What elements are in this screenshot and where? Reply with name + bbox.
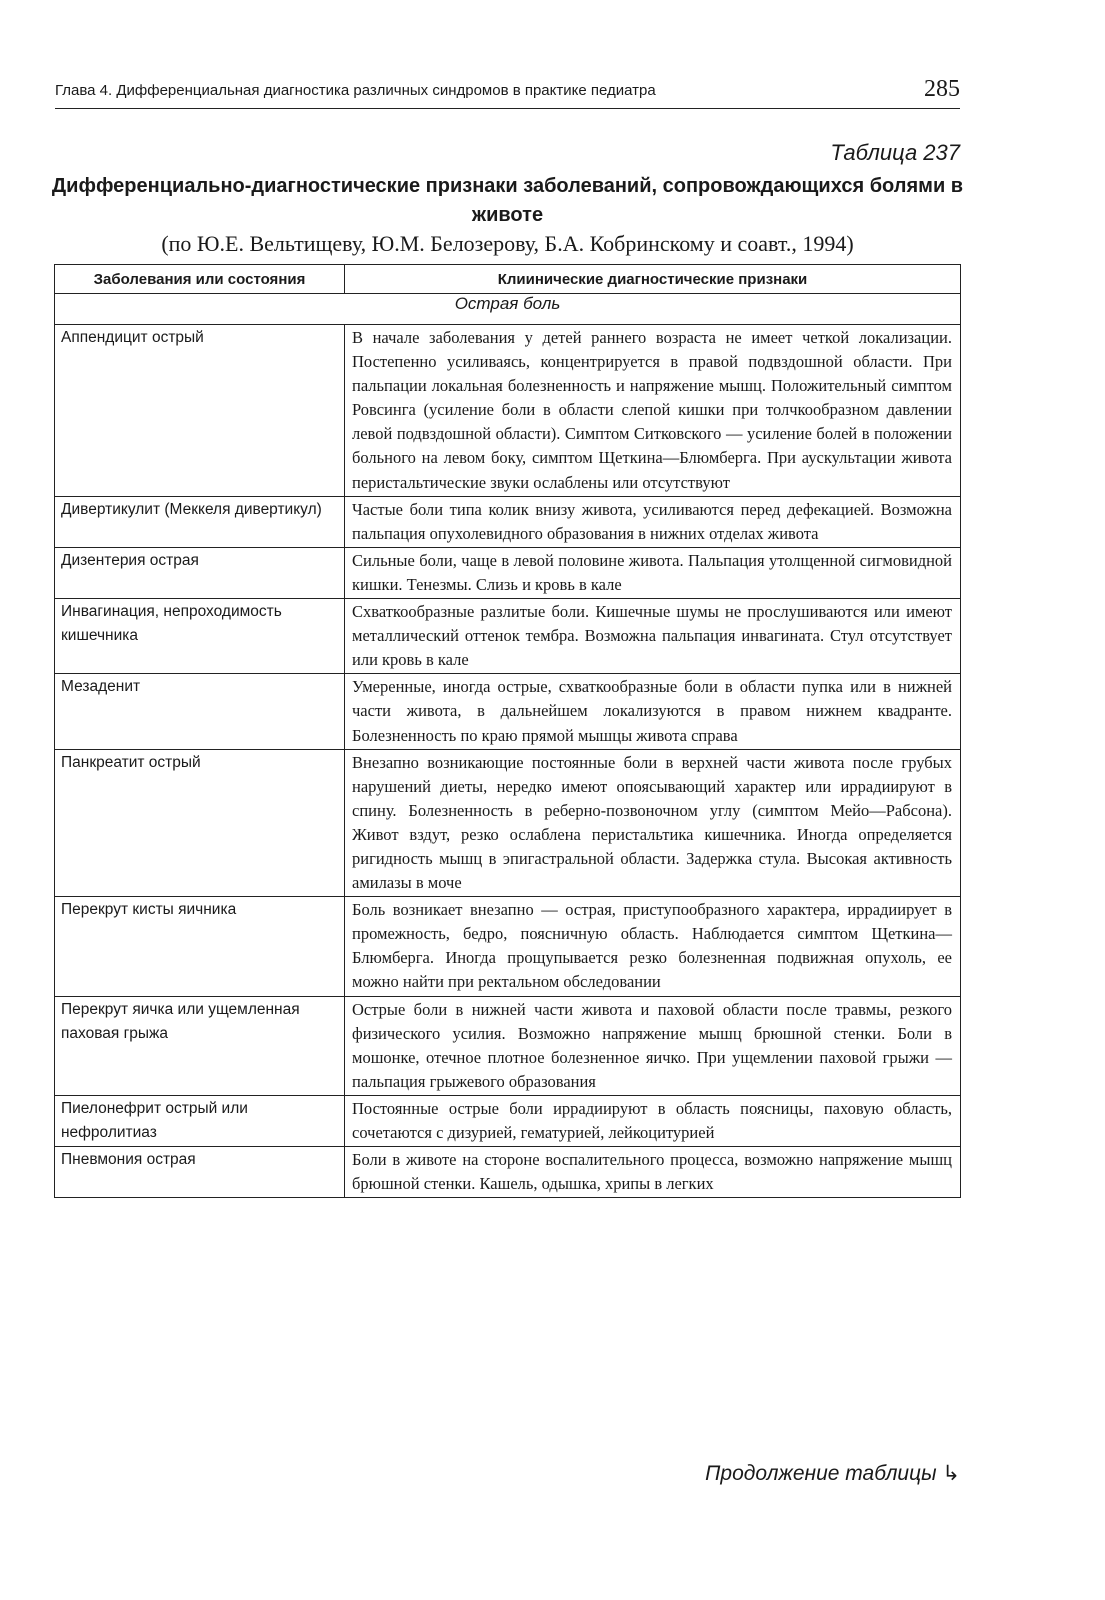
disease-cell: Инвагинация, непроходимость кишечника bbox=[55, 599, 345, 674]
table-number: Таблица 237 bbox=[830, 140, 960, 165]
signs-cell: Боль возникает внезапно — острая, приступообразного характера, иррадиирует в промежность, бедро, поясничную область. Наблюдается симптом Щеткина—Блюмберга. Иногда прощупывается резко болезненная подвижная опухоль, ее можно найти при ректальном обследовании bbox=[345, 897, 961, 996]
page-header bbox=[55, 78, 960, 109]
signs-cell: Схваткообразные разлитые боли. Кишечные шумы не прослушиваются или имеют металлический оттенок тембра. Возможна пальпация инвагината. Стул отсутствует или кровь в кале bbox=[345, 599, 961, 674]
table-row bbox=[55, 599, 961, 674]
signs-cell: Постоянные острые боли иррадиируют в область поясницы, паховую область, сочетаются с дизурией, гематурией, лейкоцитурией bbox=[345, 1095, 961, 1146]
table-row bbox=[55, 996, 961, 1095]
table-header-row bbox=[55, 265, 961, 294]
table-row bbox=[55, 749, 961, 897]
table-row bbox=[55, 897, 961, 996]
signs-cell: Острые боли в нижней части живота и паховой области после травмы, резкого физического усилия. Возможно напряжение мышц брюшной стенки. Боли в мошонке, отечное плотное болезненное яичко. При ущемлении паховой грыжи — пальпация грыжевого образования bbox=[345, 996, 961, 1095]
table-row bbox=[55, 496, 961, 547]
table-source: (по Ю.Е. Вельтищеву, Ю.М. Белозерову, Б.А. Кобринскому и соавт., 1994) bbox=[161, 231, 854, 256]
signs-cell: Умеренные, иногда острые, схваткообразные боли в области пупка или в нижней части живота, в дальнейшем локализуются в правом нижнем квадранте. Болезненность по краю прямой мышцы живота справа bbox=[345, 674, 961, 749]
signs-cell: Боли в животе на стороне воспалительного процесса, возможно напряжение мышц брюшной стенки. Кашель, одышка, хрипы в легких bbox=[345, 1147, 961, 1198]
column-header-signs: Клиинические диагностические признаки bbox=[345, 265, 961, 294]
disease-cell: Дизентерия острая bbox=[55, 547, 345, 598]
disease-cell: Пиелонефрит острый или нефролитиаз bbox=[55, 1095, 345, 1146]
table-title: Дифференциально-диагностические признаки заболеваний, сопровождающихся болями в животе bbox=[51, 175, 964, 226]
signs-cell: Сильные боли, чаще в левой половине живота. Пальпация утолщенной сигмовидной кишки. Тенезмы. Слизь и кровь в кале bbox=[345, 547, 961, 598]
disease-cell: Мезаденит bbox=[55, 674, 345, 749]
signs-cell: Частые боли типа колик внизу живота, усиливаются перед дефекацией. Возможна пальпация опухолевидного образования в нижних отделах живота bbox=[345, 496, 961, 547]
signs-cell: Внезапно возникающие постоянные боли в верхней части живота после грубых нарушений диеты, нередко имеют опоясывающий характер или иррадиируют в спину. Болезненность в реберно-позвоночном углу (симптом Мейо—Рабсона). Живот вздут, резко ослаблена перистальтика кишечника. Иногда определяется ригидность мышц в эпигастральной области. Задержка стула. Высокая активность амилазы в моче bbox=[345, 749, 961, 897]
running-head: Глава 4. Дифференциальная диагностика различных синдромов в практике педиатра bbox=[55, 82, 656, 99]
table-row bbox=[55, 674, 961, 749]
continuation-note: Продолжение таблицы ↳ bbox=[705, 1462, 960, 1485]
table-row bbox=[55, 325, 961, 497]
disease-cell: Дивертикулит (Меккеля дивертикул) bbox=[55, 496, 345, 547]
disease-cell: Панкреатит острый bbox=[55, 749, 345, 897]
section-title: Острая боль bbox=[55, 294, 961, 325]
table-row bbox=[55, 1147, 961, 1198]
disease-cell: Перекрут яичка или ущемленная паховая грыжа bbox=[55, 996, 345, 1095]
disease-cell: Перекрут кисты яичника bbox=[55, 897, 345, 996]
table-row bbox=[55, 547, 961, 598]
signs-cell: В начале заболевания у детей раннего возраста не имеет четкой локализации. Постепенно усиливаясь, концентрируется в правой подвздошной области. При пальпации локальная болезненность и напряжение мышц. Положительный симптом Ровсинга (усиление боли в области слепой кишки при толчкообразном давлении левой подвздошной области). Симптом Ситковского — усиление болей в положении больного на левом боку, симптом Щеткина—Блюмберга. При аускультации живота перистальтические звуки ослаблены или отсутствуют bbox=[345, 325, 961, 497]
table-row bbox=[55, 1095, 961, 1146]
column-header-disease: Заболевания или состояния bbox=[55, 265, 345, 294]
diagnostic-table bbox=[54, 264, 961, 1198]
page-number: 285 bbox=[924, 76, 960, 102]
disease-cell: Аппендицит острый bbox=[55, 325, 345, 497]
disease-cell: Пневмония острая bbox=[55, 1147, 345, 1198]
section-row bbox=[55, 294, 961, 325]
